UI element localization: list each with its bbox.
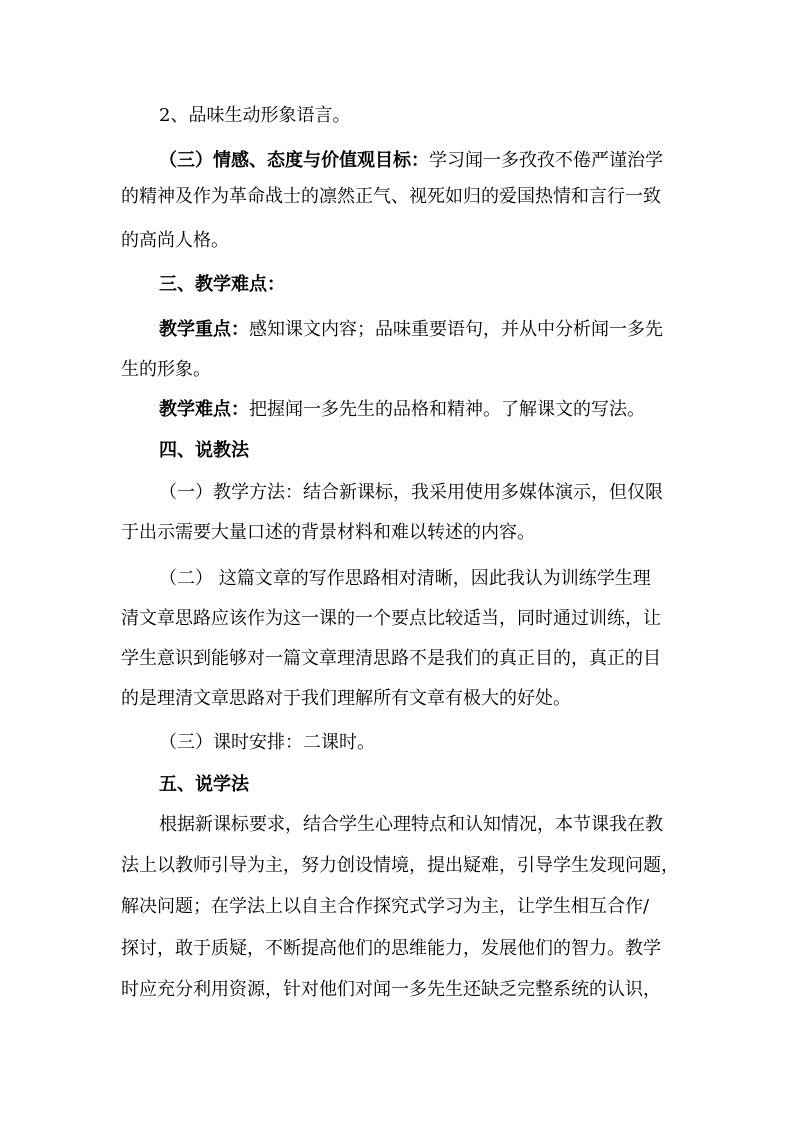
text-line: 2、品味生动形象语言。 [159,105,351,126]
text-line: 根据新课标要求，结合学生心理特点和认知情况，本节课我在教 [159,814,663,835]
text-line: （三）情感、态度与价值观目标：学习闻一多孜孜不倦严谨治学 [159,150,663,171]
text-line: 时应充分利用资源，针对他们对闻一多先生还缺乏完整系统的认识， [121,979,661,1000]
text-line: 的是理清文章思路对于我们理解所有文章有极大的好处。 [121,688,571,709]
text-line: （二） 这篇文章的写作思路相对清晰，因此我认为训练学生理 [159,568,651,589]
text-line: （一）教学方法：结合新课标，我采用使用多媒体演示，但仅限 [159,482,663,503]
text-line: 教学重点：感知课文内容；品味重要语句，并从中分析闻一多先 [159,319,663,340]
text-line: 的精神及作为革命战士的凛然正气、视死如归的爱国热情和言行一致 [121,186,661,207]
section-heading: 四、说教法 [159,440,249,461]
text-line: 法上以教师引导为主，努力创设情境，提出疑难，引导学生发现问题， [121,855,679,876]
text-line: 于出示需要大量口述的背景材料和难以转述的内容。 [121,522,535,543]
text-line: 探讨，敢于质疑，不断提高他们的思维能力，发展他们的智力。教学 [121,938,661,959]
text-line: 的高尚人格。 [121,230,229,251]
text-line: 教学难点：把握闻一多先生的品格和精神。了解课文的写法。 [159,399,645,420]
text-line: 生的形象。 [121,359,211,380]
text-line: 学生意识到能够对一篇文章理清思路不是我们的真正目的，真正的目 [121,648,661,669]
section-heading: 五、说学法 [159,774,249,795]
text-line: 清文章思路应该作为这一课的一个要点比较适当，同时通过训练，让 [121,608,661,629]
section-heading: 三、教学难点： [159,274,285,295]
text-line: 解决问题；在学法上以自主合作探究式学习为主，让学生相互合作/ [121,896,650,917]
text-line: （三）课时安排：二课时。 [159,732,375,753]
